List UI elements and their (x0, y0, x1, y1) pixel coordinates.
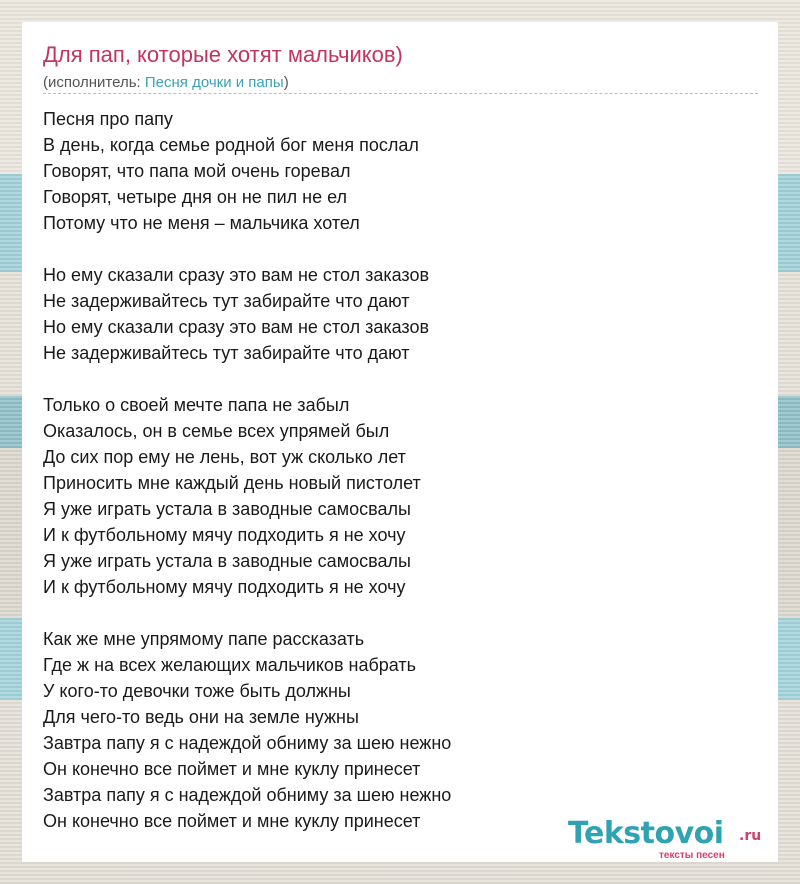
lyric-line: Завтра папу я с надеждой обниму за шею нежно (43, 785, 452, 805)
lyric-line: Не задерживайтесь тут забирайте что дают (43, 291, 410, 311)
lyric-line: Я уже играть устала в заводные самосвалы (43, 551, 411, 571)
artist-suffix: ) (283, 74, 289, 91)
logo-wordmark: Tekstovoi (568, 816, 724, 851)
lyric-line: Потому что не меня – мальчика хотел (43, 213, 360, 233)
title-divider (43, 93, 758, 94)
lyric-line: До сих пор ему не лень, вот уж сколько лет (43, 447, 406, 467)
stanza-break (43, 236, 763, 262)
song-title: Для пап, которые хотят мальчиков) (43, 42, 403, 67)
artist-prefix: (исполнитель: (43, 74, 145, 91)
lyric-line: Песня про папу (43, 109, 173, 129)
lyric-line: Где ж на всех желающих мальчиков набрать (43, 655, 417, 675)
site-logo[interactable] (568, 816, 778, 860)
stanza-break (43, 366, 763, 392)
lyric-line: В день, когда семье родной бог меня послал (43, 135, 419, 155)
lyric-line: Оказалось, он в семье всех упрямей был (43, 421, 390, 441)
lyric-line: И к футбольному мячу подходить я не хочу (43, 577, 406, 597)
lyric-line: Он конечно все поймет и мне куклу принесет (43, 759, 421, 779)
lyric-line: Но ему сказали сразу это вам не стол заказов (43, 317, 430, 337)
lyric-line: Для чего-то ведь они на земле нужны (43, 707, 359, 727)
lyric-line: Но ему сказали сразу это вам не стол заказов (43, 265, 430, 285)
lyric-line: Я уже играть устала в заводные самосвалы (43, 499, 411, 519)
lyric-line: И к футбольному мячу подходить я не хочу (43, 525, 406, 545)
logo-tagline: тексты песен (659, 850, 725, 861)
lyrics-card (22, 22, 778, 862)
lyric-line: Говорят, четыре дня он не пил не ел (43, 187, 347, 207)
artist-link[interactable]: Песня дочки и папы (144, 74, 284, 91)
artist-line (43, 74, 289, 91)
lyric-line: Не задерживайтесь тут забирайте что дают (43, 343, 410, 363)
logo-domain: .ru (739, 828, 762, 844)
stanza-break (43, 600, 763, 626)
lyric-line: Завтра папу я с надеждой обниму за шею нежно (43, 733, 452, 753)
lyric-line: У кого-то девочки тоже быть должны (43, 681, 351, 701)
lyric-line: Только о своей мечте папа не забыл (43, 395, 350, 415)
lyrics-text (43, 106, 763, 834)
lyric-line: Говорят, что папа мой очень горевал (43, 161, 351, 181)
lyric-line: Он конечно все поймет и мне куклу принесет (43, 811, 421, 831)
lyric-line: Как же мне упрямому папе рассказать (43, 629, 365, 649)
lyric-line: Приносить мне каждый день новый пистолет (43, 473, 421, 493)
